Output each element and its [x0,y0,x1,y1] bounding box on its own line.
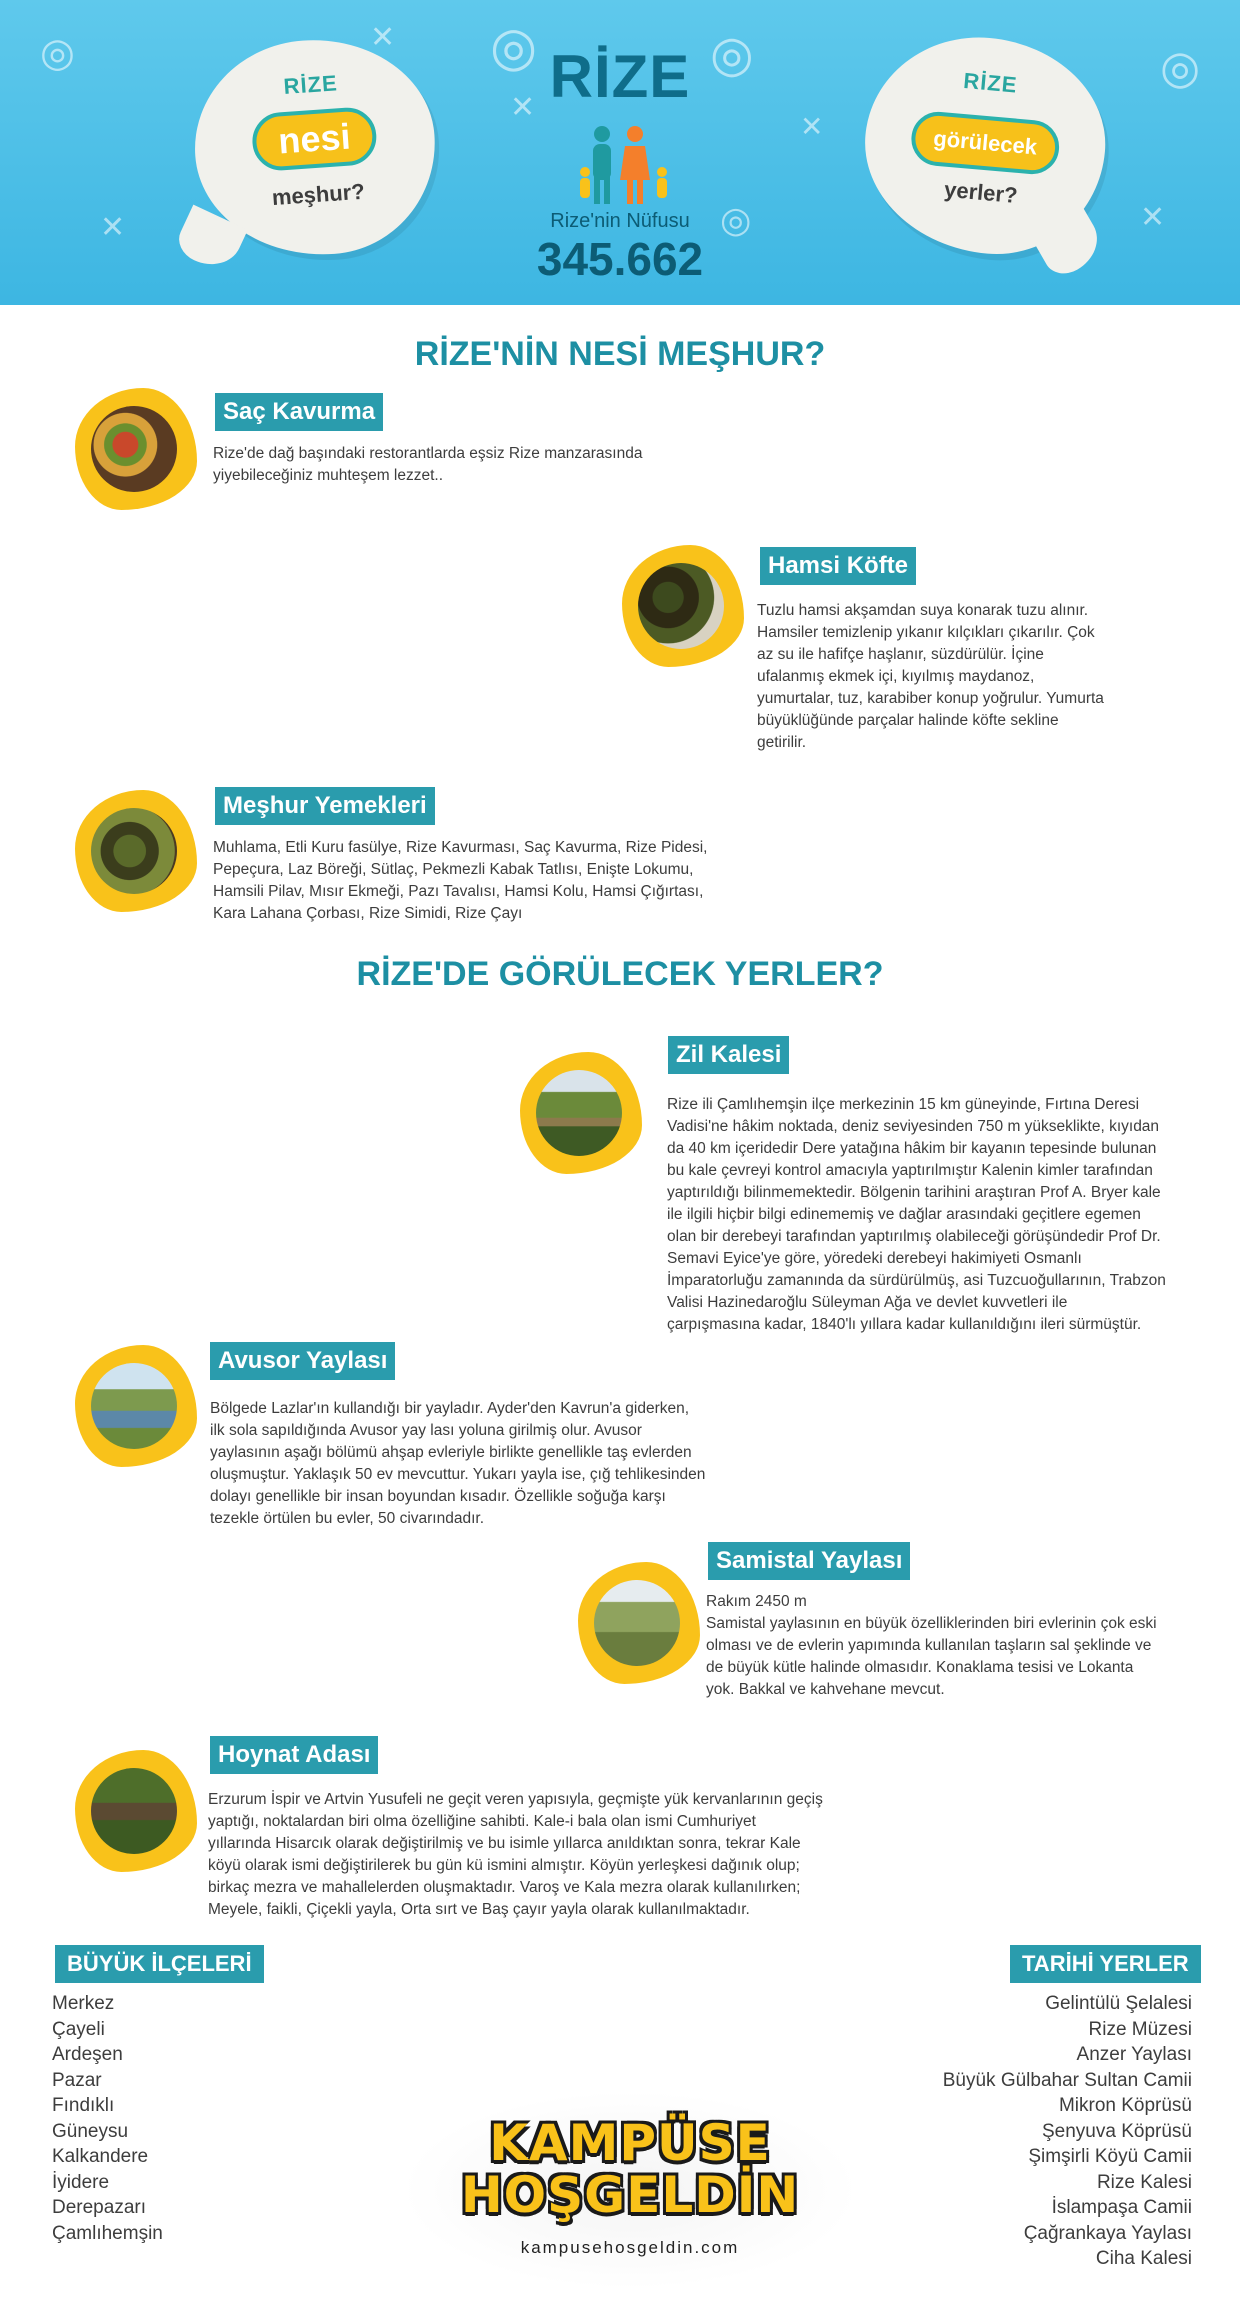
hoynat-adasi-label: Hoynat Adası [210,1736,378,1774]
decor-circles-icon: ◎ [490,15,538,78]
district-item: İyidere [52,2171,110,2193]
sac-kavurma-image [75,388,197,510]
historic-list [880,1991,1192,2272]
district-item: Ardeşen [52,2044,123,2065]
hoynat-adasi-image [75,1750,197,1872]
historic-item: Şenyuva Köprüsü [1042,2120,1192,2142]
famous-section-title: RİZE'NİN NESİ MEŞHUR? [414,335,826,373]
hamsi-kofte-label: Hamsi Köfte [760,547,916,585]
decor-x-icon: ✕ [800,110,824,143]
historic-item: Rize Müzesi [1088,2018,1192,2040]
sac-kavurma-label: Saç Kavurma [215,393,383,431]
meshur-yemekleri-label: Meşhur Yemekleri [215,787,435,825]
district-item: Merkez [52,1993,115,2014]
bubble-city: RİZE [282,70,339,100]
historic-item: Gelintülü Şelalesi [1045,1993,1192,2014]
avusor-yaylasi-label: Avusor Yaylası [210,1342,395,1380]
meshur-yemekleri-image [75,790,197,912]
header-banner [0,0,1240,305]
historic-item: Ciha Kalesi [1095,2248,1192,2269]
historic-item: İslampaşa Camii [1051,2197,1192,2218]
decor-x-icon: ✕ [370,20,396,55]
decor-circles-icon: ◎ [1160,40,1201,94]
district-item: Güneysu [52,2120,129,2142]
samistal-yaylasi-label: Samistal Yaylası [708,1542,910,1580]
district-item: Çamlıhemşin [52,2222,163,2244]
historic-item: Mikron Köprüsü [1058,2095,1192,2116]
district-item: Çayeli [52,2018,105,2040]
avusor-yaylasi-image [75,1345,197,1467]
district-item: Fındıklı [52,2095,115,2116]
historic-title: TARİHİ YERLER [1010,1945,1201,1983]
historic-item: Çağrankaya Yaylası [1023,2222,1192,2244]
places-section-title: RİZE'DE GÖRÜLECEK YERLER? [356,955,884,993]
avusor-yaylasi-text: Bölgede Lazlar'ın kullandığı bir yayladır. Ayder'den Kavrun'a giderken, ilk sola sapıldığında Avusor yay lası yoluna girilmiş olur. Avusor yaylasının aşağı bölümü ahşap evleriyle birlikte genellikle taş evlerden oluşmuştur. Yaklaşık 50 ev mevcuttur. Yukarı yayla ise, çığ tehlikesinden dolayı genellikle bir insan boyundan kısadır. Özellikle soğuğa karşı tezekle örtülen bu evler, 50 civarındadır. [210,1400,706,1527]
samistal-yaylasi-image [578,1562,700,1684]
population-label: Rize'nin Nüfusu [550,210,690,232]
decor-circles-icon: ◎ [710,25,754,83]
historic-item: Anzer Yaylası [1076,2044,1192,2065]
districts-title: BÜYÜK İLÇELERİ [55,1945,264,1983]
sac-kavurma-text: Rize'de dağ başındaki restorantlarda eşsiz Rize manzarasında yiyebileceğiniz muhteşem lezzet.. [213,445,643,484]
bubble-question: yerler? [943,176,1019,208]
district-item: Kalkandere [52,2146,149,2167]
decor-circles-icon: ◎ [40,30,75,76]
logo-line-1: KAMPÜSE [489,2114,771,2172]
bubble-city: RİZE [962,67,1019,98]
logo-line-2: HOŞGELDİN [460,2166,800,2224]
bubble-question: meşhur? [271,178,366,211]
hamsi-kofte-text: Tuzlu hamsi akşamdan suya konarak tuzu alınır. Hamsiler temizlenip yıkanır kılçıkları çıkarılır. Çok az su ile hafifçe haşlanır, süzdürülür. İçine ufalanmış ekmek içi, kıyılmış maydanoz, yumurtalar, tuz, karabiber konup yoğrulur. Yumurta büyüklüğünde parçalar halinde köfte sekline getirilir. [757,602,1104,751]
zil-kalesi-text: Rize ili Çamlıhemşin ilçe merkezinin 15 km güneyinde, Fırtına Deresi Vadisi'ne hâkim noktada, deniz seviyesinden 750 m yükseklikte, kıyıdan da 40 km içeridedir Dere yatağına hâkim bir kayanın tepesinde bulunan bu kale çevreyi kontrol amacıyla yaptırılmıştır Kalenin kimler tarafından yaptırıldığı bilinmemektedir. Bölgenin tarihini araştıran Prof A. Bryer kale ile ilgili hiçbir bilgi edinememiş ve dağlar arasındaki geçitlere egemen olan bir derebeyi tarafından yaptırılmış olabileceği görüşündedir Prof Dr. Semavi Eyice'ye göre, yöredeki derebeyi hakimiyeti Osmanlı İmparatorluğu zamanında da sürdürülmüş, asi Tuzcuoğullarının, Trabzon Valisi Hazinedaroğlu Süleyman Ağa ve devlet kuvvetleri ile çarpışmasına kadar, 1840'lı yıllara kadar kullanıldığını ileri sürmüştür. [667,1096,1166,1333]
page-title: RİZE [549,43,691,110]
decor-x-icon: ✕ [510,90,536,125]
kampuse-hosgeldin-logo[interactable] [400,2090,860,2290]
hoynat-adasi-text: Erzurum İspir ve Artvin Yusufeli ne geçit veren yapısıyla, geçmişte yük kervanlarının geçiş yaptığı, noktalardan biri olma özelliğine sahibti. Kale-i bala olan ismi Cumhuriyet yıllarında Hisarcık olarak değiştirilmiş ve bu isimle yıllarca anıldıktan sonra, tekrar Kale köyü olarak ismi değiştirilerek bu gün kü ismini almıştır. Köyün yerleşkesi dağınık olup; birkaç mezra ve mahallelerden oluşmaktadır. Varoş ve Kala mezra olarak kullanılırken; Meyele, faikli, Çiçekli yayla, Orta sırt ve Baş çayır yayla olarak kullanılmaktadır. [208,1791,823,1918]
historic-item: Rize Kalesi [1096,2171,1192,2193]
historic-item: Şimşirli Köyü Camii [1028,2146,1192,2167]
samistal-yaylasi-text: Rakım 2450 m Samistal yaylasının en büyük özelliklerinden biri evlerinin çok eski olması ve de evlerin yapımında kullanılan taşların sal şeklinde ve de büyük kütle halinde olmasıdır. Konaklama tesisi ve Lokanta yok. Bakkal ve kahvehane mevcut. [706,1593,1157,1698]
hamsi-kofte-image [622,545,744,667]
decor-x-icon: ✕ [1140,200,1166,235]
zil-kalesi-image [520,1052,642,1174]
meshur-yemekleri-text: Muhlama, Etli Kuru fasülye, Rize Kavurması, Saç Kavurma, Rize Pidesi, Pepeçura, Laz Böreği, Sütlaç, Pekmezli Kabak Tatlısı, Enişte Lokumu, Hamsili Pilav, Mısır Ekmeği, Pazı Tavalısı, Hamsi Kolu, Hamsi Çığırtası, Kara Lahana Çorbası, Rize Simidi, Rize Çayı [213,839,708,922]
districts-list [52,1991,163,2246]
zil-kalesi-label: Zil Kalesi [668,1036,789,1074]
district-item: Pazar [52,2069,102,2091]
bubble-pill: görülecek [909,110,1061,177]
decor-x-icon: ✕ [100,210,126,245]
bubble-pill: nesi [251,106,379,173]
population-value: 345.662 [536,233,704,285]
historic-item: Büyük Gülbahar Sultan Camii [942,2069,1192,2091]
district-item: Derepazarı [52,2197,146,2218]
family-icon [580,120,670,210]
decor-circles-icon: ◎ [720,200,752,241]
logo-url-link[interactable]: kampusehosgeldin.com [520,2238,740,2257]
